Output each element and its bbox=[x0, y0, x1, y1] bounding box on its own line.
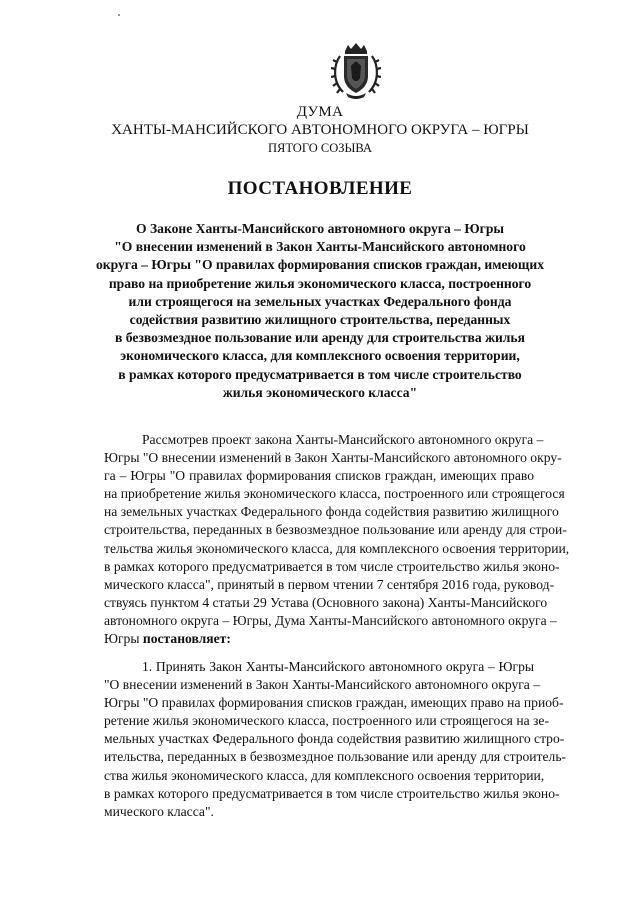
subject-line: или строящегося на земельных участках Федерального фонда bbox=[128, 293, 512, 309]
paragraph-line: мического класса", принятый в первом чтении 7 сентября 2016 года, руковод- bbox=[104, 576, 555, 592]
subject-line: "О внесении изменений в Закон Ханты-Мансийского автономного bbox=[114, 239, 526, 255]
paragraph-line: Югры "О правилах формирования списков граждан, имеющих право на приоб- bbox=[104, 695, 564, 711]
paragraph-line: Югры "О внесении изменений в Закон Ханты-Мансийского автономного окру- bbox=[104, 450, 562, 466]
resolves-keyword: постановляет: bbox=[142, 631, 231, 647]
org-region: ХАНТЫ-МАНСИЙСКОГО АВТОНОМНОГО ОКРУГА – ЮГРЫ bbox=[111, 122, 529, 138]
item-1-paragraph bbox=[104, 658, 567, 821]
paragraph-line: в рамках которого предусматривается в том числе строительство жилья эконо- bbox=[104, 558, 560, 574]
paragraph-line: ства жилья экономического класса, для комплексного освоения территории, bbox=[104, 767, 545, 783]
paragraph-line: на земельных участках Федерального фонда содействия развитию жилищного bbox=[104, 504, 559, 520]
subject-line: жилья экономического класса" bbox=[222, 384, 418, 400]
convocation: ПЯТОГО СОЗЫВА bbox=[267, 141, 373, 155]
subject-line: в безвозмездное пользование или аренду для строительства жилья bbox=[115, 330, 525, 346]
subject-line: право на приобретение жилья экономического класса, построенного bbox=[108, 275, 532, 291]
subject-line: округа – Югры "О правилах формирования списков граждан, имеющих bbox=[95, 257, 545, 273]
org-name: ДУМА bbox=[296, 104, 344, 120]
paragraph-line: Рассмотрев проект закона Ханты-Мансийского автономного округа – bbox=[142, 432, 544, 447]
document-title: ПОСТАНОВЛЕНИЕ bbox=[227, 178, 413, 199]
scan-speck bbox=[118, 14, 120, 16]
subject-line: в рамках которого предусматривается в том числе строительство bbox=[118, 366, 522, 382]
paragraph-line: ительства, переданных в безвозмездное пользование или аренду для строитель- bbox=[104, 749, 567, 765]
subject-line: содействия развитию жилищного строительства, переданных bbox=[129, 312, 511, 328]
subject-line: О Законе Ханты-Мансийского автономного округа – Югры bbox=[136, 221, 504, 236]
subject-line: экономического класса, для комплексного освоения территории, bbox=[120, 348, 520, 364]
paragraph-line: 1. Принять Закон Ханты-Мансийского автономного округа – Югры bbox=[142, 659, 534, 674]
paragraph-line: ствуясь пунктом 4 статьи 29 Устава (Основного закона) Ханты-Мансийского bbox=[104, 594, 548, 610]
paragraph-line: "О внесении изменений в Закон Ханты-Мансийского автономного округа – bbox=[104, 677, 541, 693]
preamble-tail: Югры bbox=[104, 631, 140, 647]
paragraph-line: в рамках которого предусматривается в том числе строительство жилья эконо- bbox=[104, 785, 560, 801]
paragraph-line: на приобретение жилья экономического класса, построенного или строящегося bbox=[104, 486, 565, 502]
document-subject bbox=[80, 220, 560, 402]
paragraph-line: мельных участках Федерального фонда содействия развитию жилищного стро- bbox=[104, 731, 565, 747]
preamble-paragraph bbox=[104, 431, 570, 648]
paragraph-line: га – Югры "О правилах формирования списков граждан, имеющих право bbox=[104, 468, 534, 484]
paragraph-line: тельства жилья экономического класса, для комплексного освоения территории, bbox=[104, 540, 570, 556]
paragraph-line-final bbox=[104, 630, 534, 648]
paragraph-line: автономного округа – Югры, Дума Ханты-Мансийского автономного округа – bbox=[104, 612, 557, 628]
paragraph-line: строительства, переданных в безвозмездное пользование или аренду для строи- bbox=[104, 522, 567, 538]
paragraph-line: ретение жилья экономического класса, построенного или строящегося на зе- bbox=[104, 713, 549, 729]
coat-of-arms-icon bbox=[331, 42, 381, 100]
paragraph-line: мического класса". bbox=[104, 803, 214, 819]
